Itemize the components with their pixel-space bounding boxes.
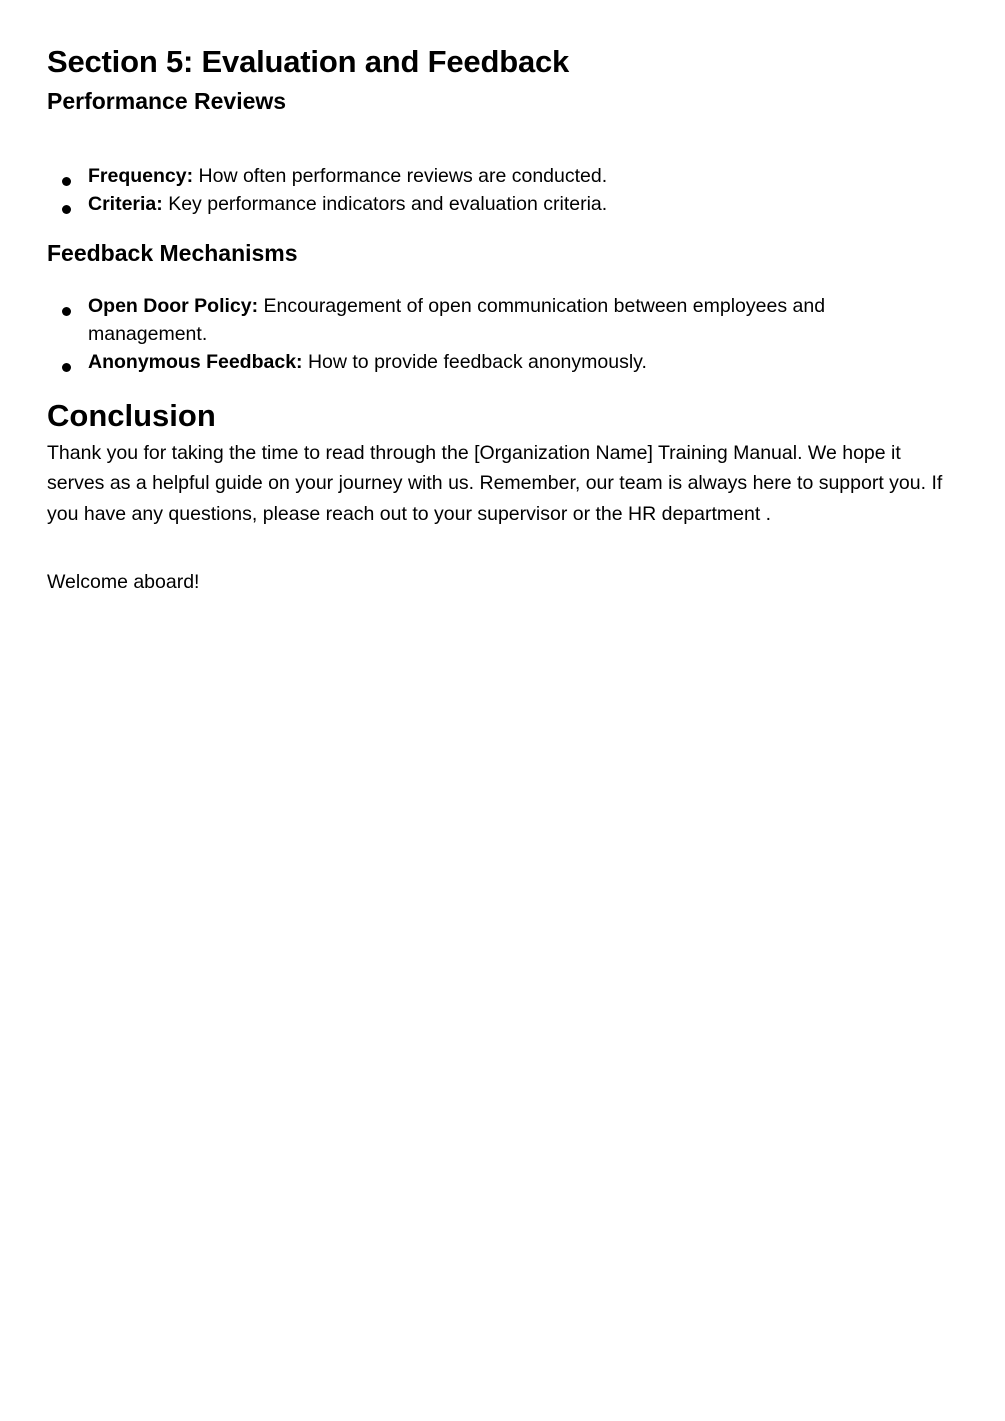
performance-reviews-heading: Performance Reviews xyxy=(47,88,287,114)
performance-reviews-list xyxy=(47,162,927,218)
item-label: Open Door Policy: xyxy=(88,295,259,317)
list-item xyxy=(47,292,927,348)
closing-text: Welcome aboard! xyxy=(47,571,200,593)
section-title: Section 5: Evaluation and Feedback xyxy=(47,44,570,79)
feedback-mechanisms-list xyxy=(47,292,927,376)
item-text: How to provide feedback anonymously. xyxy=(302,351,647,373)
item-text: Key performance indicators and evaluation criteria. xyxy=(162,193,608,215)
item-text: Encouragement of open communication between employees and management. xyxy=(88,295,826,345)
list-item xyxy=(47,162,927,190)
item-label: Frequency: xyxy=(88,165,194,187)
item-text: How often performance reviews are conducted. xyxy=(193,165,608,187)
item-label: Criteria: xyxy=(88,193,163,215)
feedback-mechanisms-heading: Feedback Mechanisms xyxy=(47,240,298,266)
item-label: Anonymous Feedback: xyxy=(88,351,303,373)
list-item xyxy=(47,348,927,376)
list-item xyxy=(47,190,927,218)
conclusion-paragraph: Thank you for taking the time to read through the [Organization Name] Training Manual. We hope it serves as a helpful guide on your journey with us. Remember, our team is always here to support you. If you have any questions, please reach out to your supervisor or the HR department . xyxy=(47,442,943,525)
conclusion-heading: Conclusion xyxy=(47,398,216,433)
